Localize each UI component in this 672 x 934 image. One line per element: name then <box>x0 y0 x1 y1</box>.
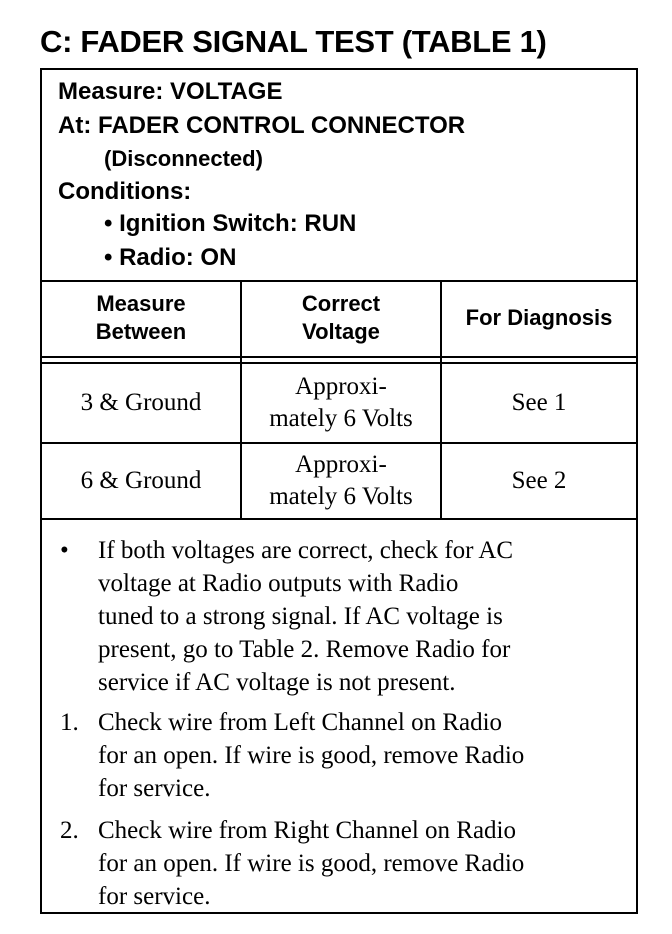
note-line: voltage at Radio outputs with Radio <box>98 570 459 597</box>
note-line: for an open. If wire is good, remove Radio <box>98 742 525 769</box>
header-for-diagnosis <box>442 280 636 356</box>
at-note: (Disconnected) <box>104 146 263 171</box>
measure-line: Measure: VOLTAGE <box>58 78 283 105</box>
row-1-voltage-line2: mately 6 Volts <box>269 405 413 432</box>
table-row-2-voltage <box>242 444 440 518</box>
row-2-voltage-line1: Approxi- <box>295 451 387 478</box>
note-line: service if AC voltage is not present. <box>98 669 456 696</box>
table-header-row <box>42 280 636 356</box>
conditions-label: Conditions: <box>58 178 192 205</box>
table-row-1-diagnosis: See 1 <box>511 389 567 416</box>
page-title: C: FADER SIGNAL TEST (TABLE 1) <box>40 24 547 59</box>
header-for-diagnosis-line1: For Diagnosis <box>465 304 613 330</box>
note-line: present, go to Table 2. Remove Radio for <box>98 636 511 663</box>
note-bullet: • <box>60 537 69 564</box>
header-correct-voltage-line2: Voltage <box>302 319 380 344</box>
column-divider-2 <box>440 280 442 518</box>
note-line: Check wire from Right Channel on Radio <box>98 817 516 844</box>
table-bottom-rule <box>42 518 636 520</box>
column-divider-1 <box>240 280 242 518</box>
header-correct-voltage <box>242 280 440 356</box>
conditions-block <box>42 70 636 282</box>
row-1-voltage-line1: Approxi- <box>295 373 387 400</box>
test-table-frame <box>40 68 638 914</box>
note-line: for service. <box>98 883 211 910</box>
table-row-1-voltage <box>242 364 440 442</box>
header-measure-between <box>42 280 240 356</box>
table-row-2-between: 6 & Ground <box>80 467 202 494</box>
header-double-rule <box>42 356 636 364</box>
note-line: for service. <box>98 775 211 802</box>
note-number: 2. <box>60 817 79 844</box>
note-line: Check wire from Left Channel on Radio <box>98 709 503 736</box>
note-line: tuned to a strong signal. If AC voltage is <box>98 603 503 630</box>
table-row-2-diagnosis: See 2 <box>511 467 567 494</box>
note-line: for an open. If wire is good, remove Radio <box>98 850 525 877</box>
note-number: 1. <box>60 709 79 736</box>
note-line: If both voltages are correct, check for AC <box>98 537 514 564</box>
condition-radio: • Radio: ON <box>104 244 237 271</box>
table-row-1-between: 3 & Ground <box>80 389 202 416</box>
header-measure-between-line2: Between <box>95 319 187 344</box>
header-measure-between-line1: Measure <box>96 290 186 316</box>
header-correct-voltage-line1: Correct <box>301 290 381 316</box>
row-2-voltage-line2: mately 6 Volts <box>269 483 413 510</box>
at-line: At: FADER CONTROL CONNECTOR <box>58 112 466 139</box>
condition-ignition: • Ignition Switch: RUN <box>104 210 357 237</box>
